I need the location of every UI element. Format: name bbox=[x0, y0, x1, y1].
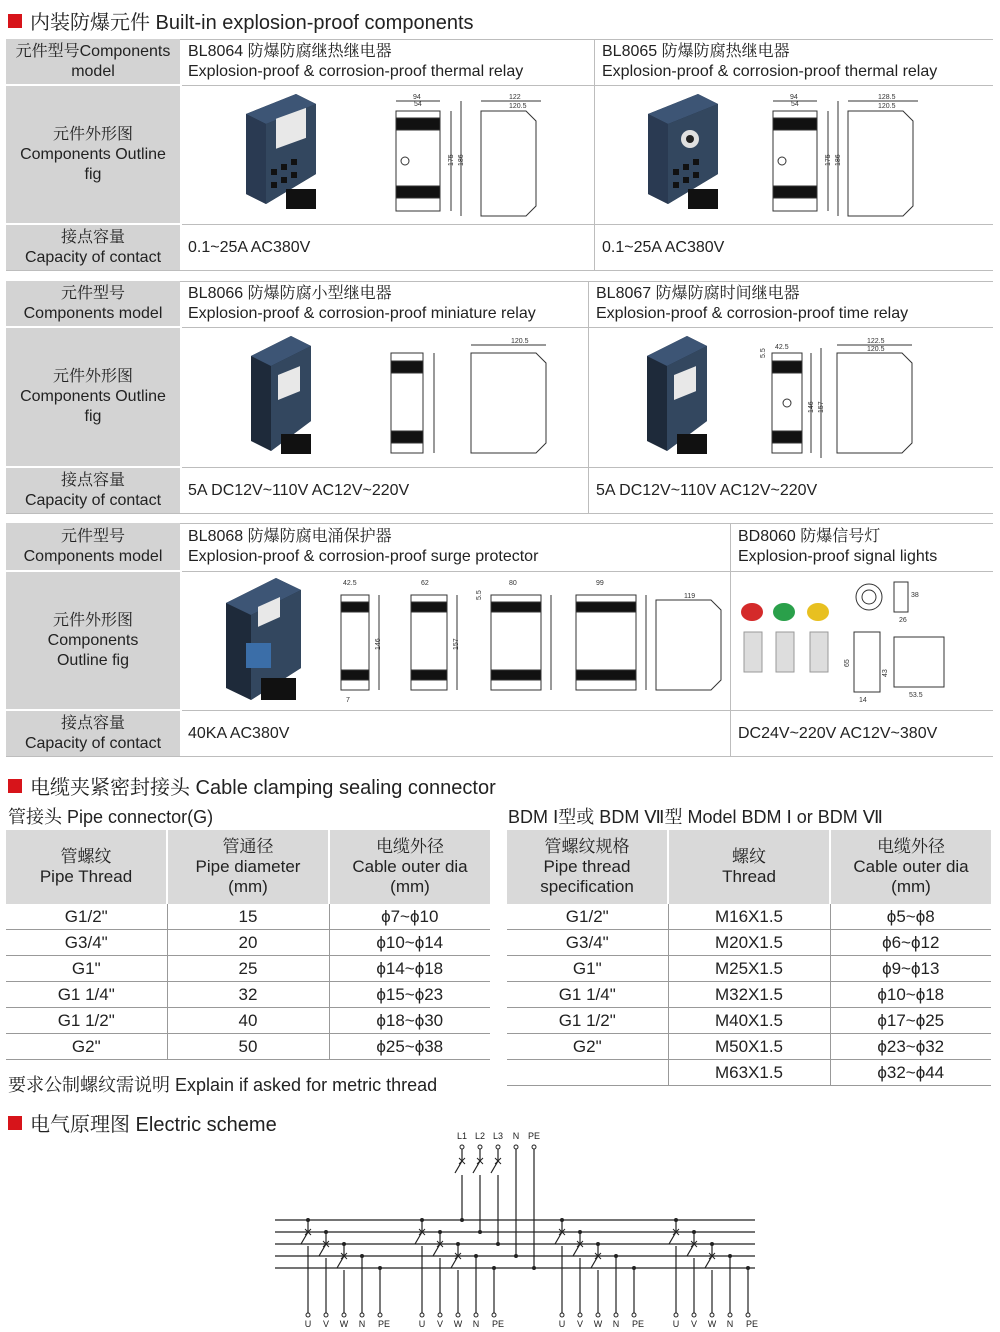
terminal bbox=[496, 1145, 500, 1149]
output-label-v: V bbox=[436, 1319, 444, 1329]
svg-text:54: 54 bbox=[414, 101, 422, 108]
relay-side-drawing bbox=[837, 338, 912, 453]
surge-protector-photo bbox=[226, 578, 301, 700]
model-label: 元件型号 Components model bbox=[6, 523, 180, 570]
output-label-u: U bbox=[558, 1319, 566, 1329]
svg-text:26: 26 bbox=[899, 617, 907, 624]
switch-blade bbox=[669, 1232, 676, 1244]
capacity-label: 接点容量 Capacity of contact bbox=[6, 468, 180, 513]
svg-text:42.5: 42.5 bbox=[343, 580, 357, 587]
svg-text:120.5: 120.5 bbox=[878, 103, 896, 110]
table-row: G1 1/4" 32 ϕ15~ϕ23 bbox=[6, 982, 490, 1008]
output-label-n: N bbox=[472, 1319, 480, 1329]
pipe-connector-table bbox=[6, 830, 490, 1060]
switch-blade bbox=[555, 1232, 562, 1244]
output-label-u: U bbox=[304, 1319, 312, 1329]
surge-module-3p-drawing bbox=[476, 580, 551, 690]
junction-dot bbox=[478, 1230, 482, 1234]
model-label: 元件型号 Components model bbox=[6, 281, 180, 326]
svg-text:5.5: 5.5 bbox=[476, 590, 483, 600]
table-row: G3/4" M20X1.5 ϕ6~ϕ12 bbox=[507, 930, 991, 956]
svg-text:7: 7 bbox=[346, 697, 350, 704]
table-row: G1/2" M16X1.5 ϕ5~ϕ8 bbox=[507, 904, 991, 930]
svg-text:53.5: 53.5 bbox=[909, 692, 923, 699]
switch-blade bbox=[573, 1244, 580, 1256]
bl8067-outline-figure bbox=[592, 328, 992, 466]
surge-module-1p-drawing bbox=[341, 580, 382, 704]
surge-module-2p-drawing bbox=[411, 580, 460, 690]
svg-text:94: 94 bbox=[790, 94, 798, 101]
components-block-2 bbox=[6, 281, 993, 513]
col-pipe-diameter: 管通径 Pipe diameter (mm) bbox=[167, 830, 329, 904]
bdm-subtitle: BDM Ⅰ型或 BDM Ⅶ型 Model BDM Ⅰ or BDM Ⅶ bbox=[508, 807, 883, 827]
svg-text:99: 99 bbox=[596, 580, 604, 587]
svg-text:5.5: 5.5 bbox=[760, 348, 767, 358]
output-label-pe: PE bbox=[631, 1319, 645, 1329]
terminal bbox=[492, 1313, 496, 1317]
terminal bbox=[474, 1313, 478, 1317]
signal-light-photo bbox=[741, 603, 829, 672]
terminal bbox=[342, 1313, 346, 1317]
item-bd8060-capacity: DC24V~220V AC12V~380V bbox=[738, 724, 938, 742]
terminal bbox=[728, 1313, 732, 1317]
terminal bbox=[674, 1313, 678, 1317]
table-row: G2" M50X1.5 ϕ23~ϕ32 bbox=[507, 1034, 991, 1060]
input-label-l1: L1 bbox=[456, 1131, 468, 1141]
table-row: G1" 25 ϕ14~ϕ18 bbox=[6, 956, 490, 982]
output-label-v: V bbox=[322, 1319, 330, 1329]
bl8064-outline-figure bbox=[186, 86, 592, 223]
relay-photo bbox=[246, 94, 316, 209]
surge-module-4p-drawing bbox=[576, 580, 646, 690]
switch-blade bbox=[301, 1232, 308, 1244]
relay-side-drawing bbox=[848, 94, 918, 216]
outline-label: 元件外形图 Components Outline fig bbox=[6, 572, 180, 709]
terminal bbox=[456, 1313, 460, 1317]
output-label-pe: PE bbox=[491, 1319, 505, 1329]
switch-blade bbox=[451, 1256, 458, 1268]
switch-blade bbox=[687, 1244, 694, 1256]
bl8066-outline-figure bbox=[186, 328, 586, 466]
output-label-w: W bbox=[339, 1319, 349, 1329]
bl8065-outline-figure bbox=[598, 86, 993, 223]
table-row: G2" 50 ϕ25~ϕ38 bbox=[6, 1034, 490, 1060]
svg-text:146: 146 bbox=[808, 401, 815, 413]
item-bl8064-capacity: 0.1~25A AC380V bbox=[188, 238, 311, 256]
terminal bbox=[514, 1145, 518, 1149]
col-cable-outer-dia: 电缆外径 Cable outer dia (mm) bbox=[830, 830, 991, 904]
components-block-3 bbox=[6, 523, 993, 756]
bd8060-outline-figure bbox=[734, 572, 993, 709]
terminal bbox=[306, 1313, 310, 1317]
table-row: M63X1.5 ϕ32~ϕ44 bbox=[507, 1060, 991, 1086]
relay-photo bbox=[648, 94, 718, 209]
svg-text:175: 175 bbox=[825, 154, 832, 166]
output-label-u: U bbox=[672, 1319, 680, 1329]
relay-side-drawing bbox=[471, 338, 546, 453]
col-cable-outer-dia: 电缆外径 Cable outer dia (mm) bbox=[329, 830, 490, 904]
terminal bbox=[632, 1313, 636, 1317]
surge-side-drawing bbox=[656, 593, 721, 690]
relay-front-drawing bbox=[396, 94, 465, 216]
item-bl8066-capacity: 5A DC12V~110V AC12V~220V bbox=[188, 481, 410, 499]
bl8068-outline-figure bbox=[186, 572, 730, 709]
svg-text:119: 119 bbox=[684, 593, 696, 600]
svg-text:38: 38 bbox=[911, 592, 919, 599]
output-label-n: N bbox=[358, 1319, 366, 1329]
input-label-l2: L2 bbox=[474, 1131, 486, 1141]
input-label-n: N bbox=[512, 1131, 520, 1141]
svg-text:157: 157 bbox=[453, 638, 460, 650]
item-bl8067-capacity: 5A DC12V~110V AC12V~220V bbox=[596, 481, 818, 499]
model-label: 元件型号Components model bbox=[6, 39, 180, 84]
svg-text:120.5: 120.5 bbox=[511, 338, 529, 345]
output-label-n: N bbox=[612, 1319, 620, 1329]
switch-blade bbox=[455, 1161, 462, 1173]
relay-side-drawing bbox=[481, 94, 541, 216]
capacity-label: 接点容量 Capacity of contact bbox=[6, 711, 180, 756]
table-row: G1/2" 15 ϕ7~ϕ10 bbox=[6, 904, 490, 930]
table-row: G1 1/4" M32X1.5 ϕ10~ϕ18 bbox=[507, 982, 991, 1008]
item-bl8064-name: BL8064 防爆防腐继热继电器 Explosion-proof & corrosion-proof thermal relay bbox=[188, 42, 524, 80]
table-row: G1" M25X1.5 ϕ9~ϕ13 bbox=[507, 956, 991, 982]
svg-text:186: 186 bbox=[458, 154, 465, 166]
components-block-1 bbox=[6, 39, 993, 270]
relay-photo bbox=[647, 336, 707, 454]
table-row: G1 1/2" M40X1.5 ϕ17~ϕ25 bbox=[507, 1008, 991, 1034]
relay-photo bbox=[251, 336, 311, 454]
svg-text:14: 14 bbox=[859, 697, 867, 704]
terminal bbox=[596, 1313, 600, 1317]
terminal bbox=[614, 1313, 618, 1317]
section-title-cable-connector: 电缆夹紧密封接头 Cable clamping sealing connector bbox=[8, 771, 496, 800]
item-bl8065-name: BL8065 防爆防腐热继电器 Explosion-proof & corrosion-proof thermal relay bbox=[602, 42, 938, 80]
output-label-u: U bbox=[418, 1319, 426, 1329]
outline-label: 元件外形图 Components Outline fig bbox=[6, 86, 180, 223]
svg-text:128.5: 128.5 bbox=[878, 94, 896, 101]
terminal bbox=[324, 1313, 328, 1317]
terminal bbox=[460, 1145, 464, 1149]
junction-dot bbox=[496, 1242, 500, 1246]
terminal bbox=[478, 1145, 482, 1149]
relay-front-drawing bbox=[391, 353, 434, 453]
terminal bbox=[692, 1313, 696, 1317]
terminal bbox=[746, 1313, 750, 1317]
svg-text:65: 65 bbox=[844, 659, 851, 667]
electric-scheme-diagram bbox=[0, 1125, 1000, 1332]
output-label-w: W bbox=[453, 1319, 463, 1329]
svg-text:42.5: 42.5 bbox=[775, 344, 789, 351]
col-pipe-thread: 管螺纹 Pipe Thread bbox=[6, 830, 167, 904]
switch-blade bbox=[473, 1161, 480, 1173]
col-thread: 螺纹 Thread bbox=[668, 830, 830, 904]
terminal bbox=[378, 1313, 382, 1317]
section-title-electric-scheme: 电气原理图 Electric scheme bbox=[8, 1108, 277, 1137]
switch-blade bbox=[415, 1232, 422, 1244]
svg-text:94: 94 bbox=[413, 94, 421, 101]
red-square-icon bbox=[8, 779, 22, 793]
junction-dot bbox=[460, 1218, 464, 1222]
relay-front-drawing bbox=[760, 344, 825, 458]
terminal bbox=[532, 1145, 536, 1149]
item-bl8065-capacity: 0.1~25A AC380V bbox=[602, 238, 725, 256]
switch-blade bbox=[319, 1244, 326, 1256]
signal-light-drawing bbox=[844, 582, 944, 704]
item-bl8068-name: BL8068 防爆防腐电涌保护器 Explosion-proof & corrosion-proof surge protector bbox=[188, 527, 539, 565]
input-label-pe: PE bbox=[527, 1131, 541, 1141]
junction-dot bbox=[532, 1266, 536, 1270]
output-label-v: V bbox=[576, 1319, 584, 1329]
input-label-l3: L3 bbox=[492, 1131, 504, 1141]
relay-front-drawing bbox=[773, 94, 842, 216]
switch-blade bbox=[433, 1244, 440, 1256]
switch-blade bbox=[591, 1256, 598, 1268]
item-bl8067-name: BL8067 防爆防腐时间继电器 Explosion-proof & corrosion-proof time relay bbox=[596, 284, 909, 322]
svg-text:54: 54 bbox=[791, 101, 799, 108]
svg-text:175: 175 bbox=[448, 154, 455, 166]
table-row: G1 1/2" 40 ϕ18~ϕ30 bbox=[6, 1008, 490, 1034]
item-bd8060-name: BD8060 防爆信号灯 Explosion-proof signal lights bbox=[738, 527, 938, 565]
output-label-pe: PE bbox=[377, 1319, 391, 1329]
switch-blade bbox=[337, 1256, 344, 1268]
svg-text:120.5: 120.5 bbox=[509, 103, 527, 110]
output-label-v: V bbox=[690, 1319, 698, 1329]
outline-label: 元件外形图 Components Outline fig bbox=[6, 328, 180, 466]
item-bl8068-capacity: 40KA AC380V bbox=[188, 724, 290, 742]
pipe-connector-subtitle: 管接头 Pipe connector(G) bbox=[8, 807, 214, 827]
metric-thread-note: 要求公制螺纹需说明 Explain if asked for metric thread bbox=[8, 1075, 438, 1095]
svg-text:43: 43 bbox=[882, 669, 889, 677]
item-bl8066-name: BL8066 防爆防腐小型继电器 Explosion-proof & corrosion-proof miniature relay bbox=[188, 284, 536, 322]
svg-text:186: 186 bbox=[835, 154, 842, 166]
bdm-table bbox=[507, 830, 991, 1086]
svg-text:157: 157 bbox=[818, 401, 825, 413]
svg-text:146: 146 bbox=[375, 638, 382, 650]
terminal bbox=[560, 1313, 564, 1317]
svg-text:62: 62 bbox=[421, 580, 429, 587]
svg-text:120.5: 120.5 bbox=[867, 346, 885, 353]
terminal bbox=[420, 1313, 424, 1317]
terminal bbox=[710, 1313, 714, 1317]
terminal bbox=[578, 1313, 582, 1317]
capacity-label: 接点容量 Capacity of contact bbox=[6, 225, 180, 270]
switch-blade bbox=[705, 1256, 712, 1268]
terminal bbox=[438, 1313, 442, 1317]
svg-text:80: 80 bbox=[509, 580, 517, 587]
output-label-n: N bbox=[726, 1319, 734, 1329]
output-label-w: W bbox=[707, 1319, 717, 1329]
col-pipe-thread-spec: 管螺纹规格 Pipe thread specification bbox=[507, 830, 668, 904]
red-square-icon bbox=[8, 14, 22, 28]
junction-dot bbox=[514, 1254, 518, 1258]
section-title-components: 内装防爆元件 Built-in explosion-proof components bbox=[8, 6, 474, 35]
output-label-w: W bbox=[593, 1319, 603, 1329]
svg-text:122.5: 122.5 bbox=[867, 338, 885, 345]
switch-blade bbox=[491, 1161, 498, 1173]
output-label-pe: PE bbox=[745, 1319, 759, 1329]
table-row: G3/4" 20 ϕ10~ϕ14 bbox=[6, 930, 490, 956]
svg-text:122: 122 bbox=[509, 94, 521, 101]
terminal bbox=[360, 1313, 364, 1317]
